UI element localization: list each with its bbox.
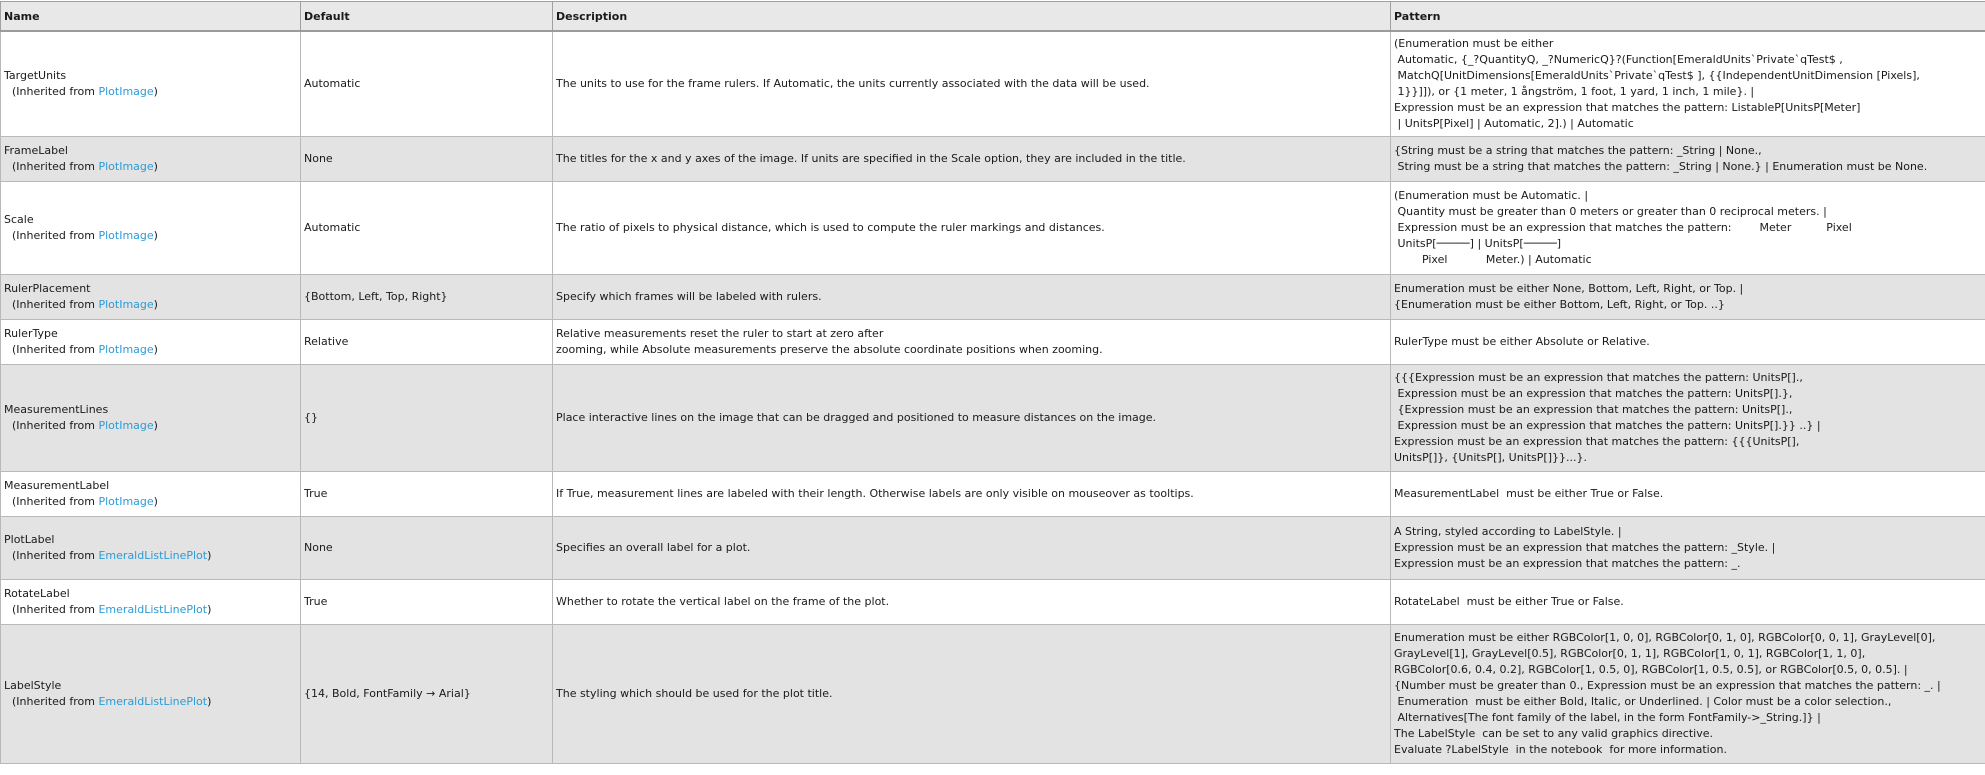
inherited-source-link[interactable]: PlotImage — [98, 298, 153, 311]
option-name-cell — [1, 579, 301, 624]
description-line: Specifies an overall label for a plot. — [556, 540, 1387, 556]
pattern-line: The LabelStyle can be set to any valid graphics directive. — [1394, 726, 1982, 742]
table-row — [1, 471, 1985, 516]
option-name-cell — [1, 181, 301, 274]
inherited-note — [4, 418, 297, 434]
pattern-line: Expression must be an expression that matches the pattern: Meter Pixel — [1394, 220, 1982, 236]
option-description — [553, 579, 1391, 624]
pattern-line: {String must be a string that matches the pattern: _String | None., — [1394, 143, 1982, 159]
option-default: None — [301, 136, 553, 181]
option-default: None — [301, 516, 553, 579]
option-pattern — [1391, 319, 1985, 364]
option-pattern — [1391, 31, 1985, 136]
option-name-cell — [1, 31, 301, 136]
option-name: RulerPlacement — [4, 281, 297, 297]
inherited-prefix: (Inherited from — [12, 603, 98, 616]
description-line: Place interactive lines on the image that can be dragged and positioned to measure distances on the image. — [556, 410, 1387, 426]
pattern-line: Alternatives[The font family of the label, in the form FontFamily->_String.]} | — [1394, 710, 1982, 726]
table-row — [1, 579, 1985, 624]
inherited-note — [4, 159, 297, 175]
inherited-note — [4, 84, 297, 100]
inherited-suffix: ) — [154, 495, 158, 508]
pattern-line: MeasurementLabel must be either True or False. — [1394, 486, 1982, 502]
pattern-line: {{{Expression must be an expression that matches the pattern: UnitsP[]., — [1394, 370, 1982, 386]
inherited-source-link[interactable]: PlotImage — [98, 495, 153, 508]
option-description — [553, 624, 1391, 763]
option-name: MeasurementLines — [4, 402, 297, 418]
inherited-suffix: ) — [154, 160, 158, 173]
inherited-suffix: ) — [154, 85, 158, 98]
option-name-cell — [1, 471, 301, 516]
pattern-line: Expression must be an expression that matches the pattern: ListableP[UnitsP[Meter] — [1394, 100, 1982, 116]
option-name: RotateLabel — [4, 586, 297, 602]
inherited-suffix: ) — [154, 343, 158, 356]
pattern-line: Expression must be an expression that matches the pattern: {{{UnitsP[], — [1394, 434, 1982, 450]
option-default: Relative — [301, 319, 553, 364]
option-default: Automatic — [301, 181, 553, 274]
description-line: Relative measurements reset the ruler to start at zero after — [556, 326, 1387, 342]
inherited-source-link[interactable]: PlotImage — [98, 419, 153, 432]
inherited-prefix: (Inherited from — [12, 695, 98, 708]
option-description — [553, 181, 1391, 274]
inherited-suffix: ) — [207, 549, 211, 562]
table-row — [1, 274, 1985, 319]
option-default: True — [301, 471, 553, 516]
pattern-line: Pixel Meter.) | Automatic — [1394, 252, 1982, 268]
pattern-line: Quantity must be greater than 0 meters or greater than 0 reciprocal meters. | — [1394, 204, 1982, 220]
option-name: LabelStyle — [4, 678, 297, 694]
option-name: RulerType — [4, 326, 297, 342]
description-line: Specify which frames will be labeled with rulers. — [556, 289, 1387, 305]
options-table-body — [1, 31, 1985, 763]
inherited-prefix: (Inherited from — [12, 160, 98, 173]
option-pattern — [1391, 516, 1985, 579]
option-description — [553, 364, 1391, 471]
option-default: {} — [301, 364, 553, 471]
inherited-suffix: ) — [154, 419, 158, 432]
pattern-line: MatchQ[UnitDimensions[EmeraldUnits`Private`qTest$ ], {{IndependentUnitDimension [Pixels], — [1394, 68, 1982, 84]
pattern-line: RulerType must be either Absolute or Relative. — [1394, 334, 1982, 350]
pattern-line: 1}}]]), or {1 meter, 1 ångström, 1 foot, 1 yard, 1 inch, 1 mile}. | — [1394, 84, 1982, 100]
option-name-cell — [1, 516, 301, 579]
pattern-line: Expression must be an expression that matches the pattern: _. — [1394, 556, 1982, 572]
option-default: True — [301, 579, 553, 624]
description-line: Whether to rotate the vertical label on the frame of the plot. — [556, 594, 1387, 610]
header-description: Description — [553, 2, 1391, 32]
option-pattern — [1391, 181, 1985, 274]
inherited-source-link[interactable]: EmeraldListLinePlot — [98, 549, 207, 562]
pattern-line: | UnitsP[Pixel] | Automatic, 2].) | Automatic — [1394, 116, 1982, 132]
pattern-line: {Number must be greater than 0., Expression must be an expression that matches the pattern: _. | — [1394, 678, 1982, 694]
option-pattern — [1391, 136, 1985, 181]
option-description — [553, 136, 1391, 181]
option-description — [553, 471, 1391, 516]
option-name: MeasurementLabel — [4, 478, 297, 494]
pattern-line: Enumeration must be either RGBColor[1, 0, 0], RGBColor[0, 1, 0], RGBColor[0, 0, 1], GrayLevel[0], — [1394, 630, 1982, 646]
table-row — [1, 136, 1985, 181]
description-line: If True, measurement lines are labeled with their length. Otherwise labels are only visible on mouseover as tooltips. — [556, 486, 1387, 502]
pattern-line: (Enumeration must be Automatic. | — [1394, 188, 1982, 204]
pattern-line: Automatic, {_?QuantityQ, _?NumericQ}?(Function[EmeraldUnits`Private`qTest$ , — [1394, 52, 1982, 68]
option-pattern — [1391, 471, 1985, 516]
pattern-line: Expression must be an expression that matches the pattern: UnitsP[].}} ..} | — [1394, 418, 1982, 434]
table-row — [1, 364, 1985, 471]
option-pattern — [1391, 624, 1985, 763]
options-table — [0, 1, 1985, 764]
option-description — [553, 516, 1391, 579]
inherited-note — [4, 342, 297, 358]
pattern-line: A String, styled according to LabelStyle. | — [1394, 524, 1982, 540]
inherited-prefix: (Inherited from — [12, 298, 98, 311]
option-name-cell — [1, 319, 301, 364]
inherited-source-link[interactable]: PlotImage — [98, 85, 153, 98]
pattern-line: RGBColor[0.6, 0.4, 0.2], RGBColor[1, 0.5, 0], RGBColor[1, 0.5, 0.5], or RGBColor[0.5, 0, 0.5]. | — [1394, 662, 1982, 678]
option-default: Automatic — [301, 31, 553, 136]
pattern-line: Enumeration must be either None, Bottom, Left, Right, or Top. | — [1394, 281, 1982, 297]
option-pattern — [1391, 364, 1985, 471]
description-line: The units to use for the frame rulers. If Automatic, the units currently associated with the data will be used. — [556, 76, 1387, 92]
pattern-line: RotateLabel must be either True or False. — [1394, 594, 1982, 610]
option-name: PlotLabel — [4, 532, 297, 548]
description-line: zooming, while Absolute measurements preserve the absolute coordinate positions when zooming. — [556, 342, 1387, 358]
option-name: TargetUnits — [4, 68, 297, 84]
inherited-prefix: (Inherited from — [12, 229, 98, 242]
inherited-suffix: ) — [154, 229, 158, 242]
pattern-line: (Enumeration must be either — [1394, 36, 1982, 52]
pattern-line: UnitsP[─────] | UnitsP[─────] — [1394, 236, 1982, 252]
option-name-cell — [1, 274, 301, 319]
inherited-prefix: (Inherited from — [12, 343, 98, 356]
table-row — [1, 181, 1985, 274]
inherited-prefix: (Inherited from — [12, 495, 98, 508]
table-row — [1, 516, 1985, 579]
header-pattern: Pattern — [1391, 2, 1985, 32]
option-pattern — [1391, 274, 1985, 319]
pattern-line: {Expression must be an expression that matches the pattern: UnitsP[]., — [1394, 402, 1982, 418]
inherited-source-link[interactable]: EmeraldListLinePlot — [98, 695, 207, 708]
pattern-line: {Enumeration must be either Bottom, Left, Right, or Top. ..} — [1394, 297, 1982, 313]
pattern-line: Expression must be an expression that matches the pattern: UnitsP[].}, — [1394, 386, 1982, 402]
option-description — [553, 319, 1391, 364]
inherited-note — [4, 602, 297, 618]
option-default: {14, Bold, FontFamily → Arial} — [301, 624, 553, 763]
pattern-line: UnitsP[]}, {UnitsP[], UnitsP[]}}...}. — [1394, 450, 1982, 466]
option-description — [553, 31, 1391, 136]
table-header-row — [1, 2, 1985, 32]
option-description — [553, 274, 1391, 319]
inherited-prefix: (Inherited from — [12, 549, 98, 562]
inherited-note — [4, 494, 297, 510]
description-line: The styling which should be used for the plot title. — [556, 686, 1387, 702]
pattern-line: Enumeration must be either Bold, Italic, or Underlined. | Color must be a color selection., — [1394, 694, 1982, 710]
pattern-line: String must be a string that matches the pattern: _String | None.} | Enumeration must be None. — [1394, 159, 1982, 175]
inherited-note — [4, 228, 297, 244]
inherited-prefix: (Inherited from — [12, 85, 98, 98]
table-row — [1, 31, 1985, 136]
option-name: FrameLabel — [4, 143, 297, 159]
table-row — [1, 319, 1985, 364]
inherited-suffix: ) — [207, 695, 211, 708]
option-default: {Bottom, Left, Top, Right} — [301, 274, 553, 319]
option-name: Scale — [4, 212, 297, 228]
inherited-source-link[interactable]: PlotImage — [98, 343, 153, 356]
inherited-note — [4, 694, 297, 710]
inherited-source-link[interactable]: PlotImage — [98, 229, 153, 242]
pattern-line: Expression must be an expression that matches the pattern: _Style. | — [1394, 540, 1982, 556]
option-name-cell — [1, 364, 301, 471]
inherited-note — [4, 548, 297, 564]
option-pattern — [1391, 579, 1985, 624]
inherited-suffix: ) — [154, 298, 158, 311]
description-line: The titles for the x and y axes of the image. If units are specified in the Scale option, they are included in the title. — [556, 151, 1387, 167]
pattern-line: GrayLevel[1], GrayLevel[0.5], RGBColor[0, 1, 1], RGBColor[1, 0, 1], RGBColor[1, 1, 0], — [1394, 646, 1982, 662]
description-line: The ratio of pixels to physical distance, which is used to compute the ruler markings and distances. — [556, 220, 1387, 236]
inherited-prefix: (Inherited from — [12, 419, 98, 432]
option-name-cell — [1, 624, 301, 763]
inherited-suffix: ) — [207, 603, 211, 616]
header-default: Default — [301, 2, 553, 32]
inherited-source-link[interactable]: PlotImage — [98, 160, 153, 173]
pattern-line: Evaluate ?LabelStyle in the notebook for more information. — [1394, 742, 1982, 758]
option-name-cell — [1, 136, 301, 181]
table-row — [1, 624, 1985, 763]
inherited-source-link[interactable]: EmeraldListLinePlot — [98, 603, 207, 616]
header-name: Name — [1, 2, 301, 32]
inherited-note — [4, 297, 297, 313]
